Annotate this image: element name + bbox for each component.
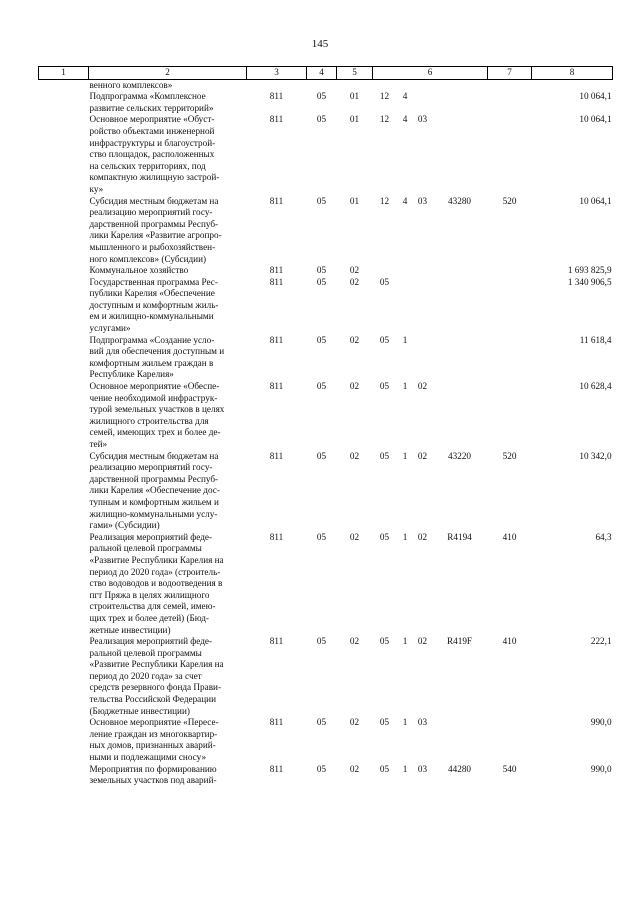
subsection-code-cell [337, 79, 373, 91]
expense-type-cell [488, 277, 532, 335]
description-cell: венного комплексов» [89, 79, 173, 90]
expense-type-cell: 410 [502, 636, 517, 647]
expense-type-cell [488, 335, 532, 381]
amount-cell: 222,1 [590, 636, 612, 647]
subsection-code-cell: 02 [349, 763, 360, 774]
ministry-code-cell: 811 [269, 531, 284, 542]
ministry-code-cell: 811 [269, 195, 284, 206]
ministry-code-cell: 811 [269, 636, 284, 647]
table-row [39, 91, 613, 114]
subsection-code-cell: 02 [349, 717, 360, 728]
description-cell: Основное мероприятие «Пересе- ление граждан из многоквартир- ных домов, признанных аварий- ными и подлежащими сносу» [89, 717, 219, 763]
num-cell [39, 265, 89, 277]
ministry-code-cell: 811 [269, 381, 284, 392]
ministry-code-cell [247, 79, 307, 91]
section-code-cell: 05 [316, 195, 327, 206]
description-cell: Мероприятия по формированию земельных участков под аварий- [89, 763, 217, 786]
description-cell: Коммунальное хозяйство [89, 265, 189, 276]
page-number: 145 [311, 38, 329, 50]
program-code-cell: 12 [379, 91, 390, 102]
ministry-code-cell: 811 [269, 276, 284, 287]
table-row [39, 277, 613, 335]
program-code-cell: 05 [379, 717, 390, 728]
ministry-code-cell: 811 [269, 91, 284, 102]
header-cell: 8 [532, 67, 613, 80]
subprogram-code-cell: 1 [402, 531, 408, 542]
expense-type-cell: 520 [502, 195, 517, 206]
table-row [39, 451, 613, 532]
program-code-cell: 05 [379, 636, 390, 647]
section-code-cell: 05 [316, 636, 327, 647]
amount-cell [532, 79, 613, 91]
event-code-cell: 03 [417, 195, 428, 206]
program-code-cell: 05 [379, 381, 390, 392]
num-cell [39, 381, 89, 451]
num-cell [39, 277, 89, 335]
header-cell: 5 [337, 67, 373, 80]
table-row [39, 335, 613, 381]
table-row [39, 114, 613, 195]
description-cell: Основное мероприятие «Обеспе- чение необходимой инфраструк- турой земельных участков в целях жилищного строительства для семей, имеющих трех и более де- тей» [89, 381, 225, 449]
header-cell: 6 [373, 67, 488, 80]
program-code-cell: 05 [379, 763, 390, 774]
amount-cell: 11 618,4 [579, 334, 612, 345]
subprogram-code-cell [397, 79, 414, 91]
amount-cell: 10 628,4 [579, 381, 612, 392]
ministry-code-cell: 811 [269, 265, 284, 276]
subprogram-code-cell: 1 [402, 763, 408, 774]
expense-type-cell: 410 [502, 531, 517, 542]
subsection-code-cell: 02 [349, 636, 360, 647]
subsection-code-cell: 01 [349, 195, 360, 206]
section-code-cell: 05 [316, 91, 327, 102]
direction-code-cell [432, 91, 488, 114]
table-row [39, 636, 613, 717]
subsection-code-cell: 02 [349, 381, 360, 392]
amount-cell: 1 693 825,9 [567, 265, 612, 276]
num-cell [39, 636, 89, 717]
direction-code-cell [432, 265, 488, 277]
header-row [39, 67, 613, 80]
section-code-cell: 05 [316, 334, 327, 345]
expense-type-cell [488, 91, 532, 114]
program-code-cell [373, 265, 397, 277]
event-code-cell: 03 [417, 763, 428, 774]
description-cell: Основное мероприятие «Обуст- ройство объектами инженерной инфраструктуры и благоустрой- ство площадок, расположенных на сельских территориях, под компактную жилищную застрой- ку» [89, 114, 220, 194]
subprogram-code-cell: 1 [402, 381, 408, 392]
direction-code-cell: R4194 [447, 531, 472, 542]
expense-type-cell [488, 717, 532, 763]
subsection-code-cell: 01 [349, 114, 360, 125]
description-cell: Государственная программа Рес- публики Карелия «Обеспечение доступным и комфортным жиль- ем и жилищно-коммунальными услугами» [89, 276, 219, 334]
event-code-cell [414, 265, 432, 277]
direction-code-cell [432, 717, 488, 763]
ministry-code-cell: 811 [269, 717, 284, 728]
direction-code-cell [432, 381, 488, 451]
event-code-cell: 02 [417, 636, 428, 647]
table-row [39, 265, 613, 277]
event-code-cell: 03 [417, 717, 428, 728]
program-code-cell: 05 [379, 276, 390, 287]
description-cell: Подпрограмма «Комплексное развитие сельских территорий» [89, 91, 214, 113]
expense-type-cell [488, 265, 532, 277]
subsection-code-cell: 02 [349, 265, 360, 276]
num-cell [39, 764, 89, 787]
amount-cell: 1 340 906,5 [567, 276, 612, 287]
event-code-cell: 03 [417, 114, 428, 125]
event-code-cell: 02 [417, 381, 428, 392]
direction-code-cell [432, 79, 488, 91]
subprogram-code-cell: 1 [402, 450, 408, 461]
num-cell [39, 91, 89, 114]
num-cell [39, 717, 89, 763]
subsection-code-cell: 01 [349, 91, 360, 102]
budget-table [38, 66, 613, 787]
amount-cell: 10 064,1 [579, 195, 612, 206]
direction-code-cell: 43220 [448, 450, 471, 461]
subprogram-code-cell: 4 [402, 91, 408, 102]
direction-code-cell [432, 335, 488, 381]
program-code-cell: 05 [379, 334, 390, 345]
direction-code-cell: 44280 [448, 763, 471, 774]
section-code-cell: 05 [316, 717, 327, 728]
expense-type-cell: 520 [502, 450, 517, 461]
subprogram-code-cell: 4 [402, 114, 408, 125]
subprogram-code-cell [397, 265, 414, 277]
program-code-cell: 12 [379, 195, 390, 206]
event-code-cell [414, 277, 432, 335]
description-cell: Подпрограмма «Создание усло- вий для обеспечения доступным и комфортным жильем граждан в Республике Карелия» [89, 334, 225, 380]
amount-cell: 990,0 [590, 763, 612, 774]
num-cell [39, 532, 89, 636]
description-cell: Субсидия местным бюджетам на реализацию мероприятий госу- дарственной программы Респуб- лики Карелия «Обеспечение дос- тупным и комфортным жильем и жилищно-коммунальными услу- гами» (Субсидии) [89, 450, 220, 531]
expense-type-cell: 540 [502, 763, 517, 774]
table-row [39, 717, 613, 763]
expense-type-cell [488, 381, 532, 451]
subsection-code-cell: 02 [349, 531, 360, 542]
ministry-code-cell: 811 [269, 763, 284, 774]
header-cell: 2 [89, 67, 247, 80]
event-code-cell [414, 91, 432, 114]
ministry-code-cell: 811 [269, 450, 284, 461]
program-code-cell: 05 [379, 450, 390, 461]
subprogram-code-cell: 1 [402, 636, 408, 647]
subsection-code-cell: 02 [349, 276, 360, 287]
description-cell: Реализация мероприятий феде- ральной целевой программы «Развитие Республики Карелия на период до 2020 года» (строитель- ство водоводов и водоотведения в пгт Пряжа в целях жилищного строительства для семей, имею- щих трех и более детей) (Бюд- жетные инвестиции) [89, 531, 224, 635]
program-code-cell: 05 [379, 531, 390, 542]
event-code-cell: 02 [417, 450, 428, 461]
amount-cell: 990,0 [590, 717, 612, 728]
header-cell: 4 [307, 67, 337, 80]
header-cell: 3 [247, 67, 307, 80]
subprogram-code-cell: 1 [402, 334, 408, 345]
event-code-cell: 02 [417, 531, 428, 542]
subsection-code-cell: 02 [349, 450, 360, 461]
amount-cell: 10 064,1 [579, 91, 612, 102]
description-cell: Реализация мероприятий феде- ральной целевой программы «Развитие Республики Карелия на период до 2020 года» за счет средств резервного фонда Прави- тельства Российской Федерации (Бюджетные инвестиции) [89, 636, 224, 716]
table-row [39, 79, 613, 91]
direction-code-cell: R419F [447, 636, 473, 647]
section-code-cell: 05 [316, 450, 327, 461]
table-row [39, 381, 613, 451]
header-cell: 1 [39, 67, 89, 80]
event-code-cell [414, 79, 432, 91]
expense-type-cell [488, 114, 532, 195]
section-code-cell: 05 [316, 276, 327, 287]
section-code-cell [307, 79, 337, 91]
program-code-cell [373, 79, 397, 91]
section-code-cell: 05 [316, 265, 327, 276]
ministry-code-cell: 811 [269, 334, 284, 345]
amount-cell: 10 342,0 [579, 450, 612, 461]
num-cell [39, 335, 89, 381]
expense-type-cell [488, 79, 532, 91]
subprogram-code-cell [397, 277, 414, 335]
num-cell [39, 114, 89, 195]
event-code-cell [414, 335, 432, 381]
num-cell [39, 451, 89, 532]
section-code-cell: 05 [316, 763, 327, 774]
description-cell: Субсидия местным бюджетам на реализацию мероприятий госу- дарственной программы Респуб- лики Карелия «Развитие агропро- мышленного и рыбохозяйствен- ного комплексов» (Субсидии) [89, 195, 222, 264]
table-row [39, 532, 613, 636]
section-code-cell: 05 [316, 531, 327, 542]
direction-code-cell [432, 114, 488, 195]
header-cell: 7 [488, 67, 532, 80]
subsection-code-cell: 02 [349, 334, 360, 345]
ministry-code-cell: 811 [269, 114, 284, 125]
program-code-cell: 12 [379, 114, 390, 125]
section-code-cell: 05 [316, 114, 327, 125]
amount-cell: 10 064,1 [579, 114, 612, 125]
direction-code-cell [432, 277, 488, 335]
num-cell [39, 79, 89, 91]
table-row [39, 196, 613, 266]
subprogram-code-cell: 1 [402, 717, 408, 728]
num-cell [39, 196, 89, 266]
direction-code-cell: 43280 [448, 195, 471, 206]
table-row [39, 764, 613, 787]
amount-cell: 64,3 [595, 531, 612, 542]
subprogram-code-cell: 4 [402, 195, 408, 206]
section-code-cell: 05 [316, 381, 327, 392]
